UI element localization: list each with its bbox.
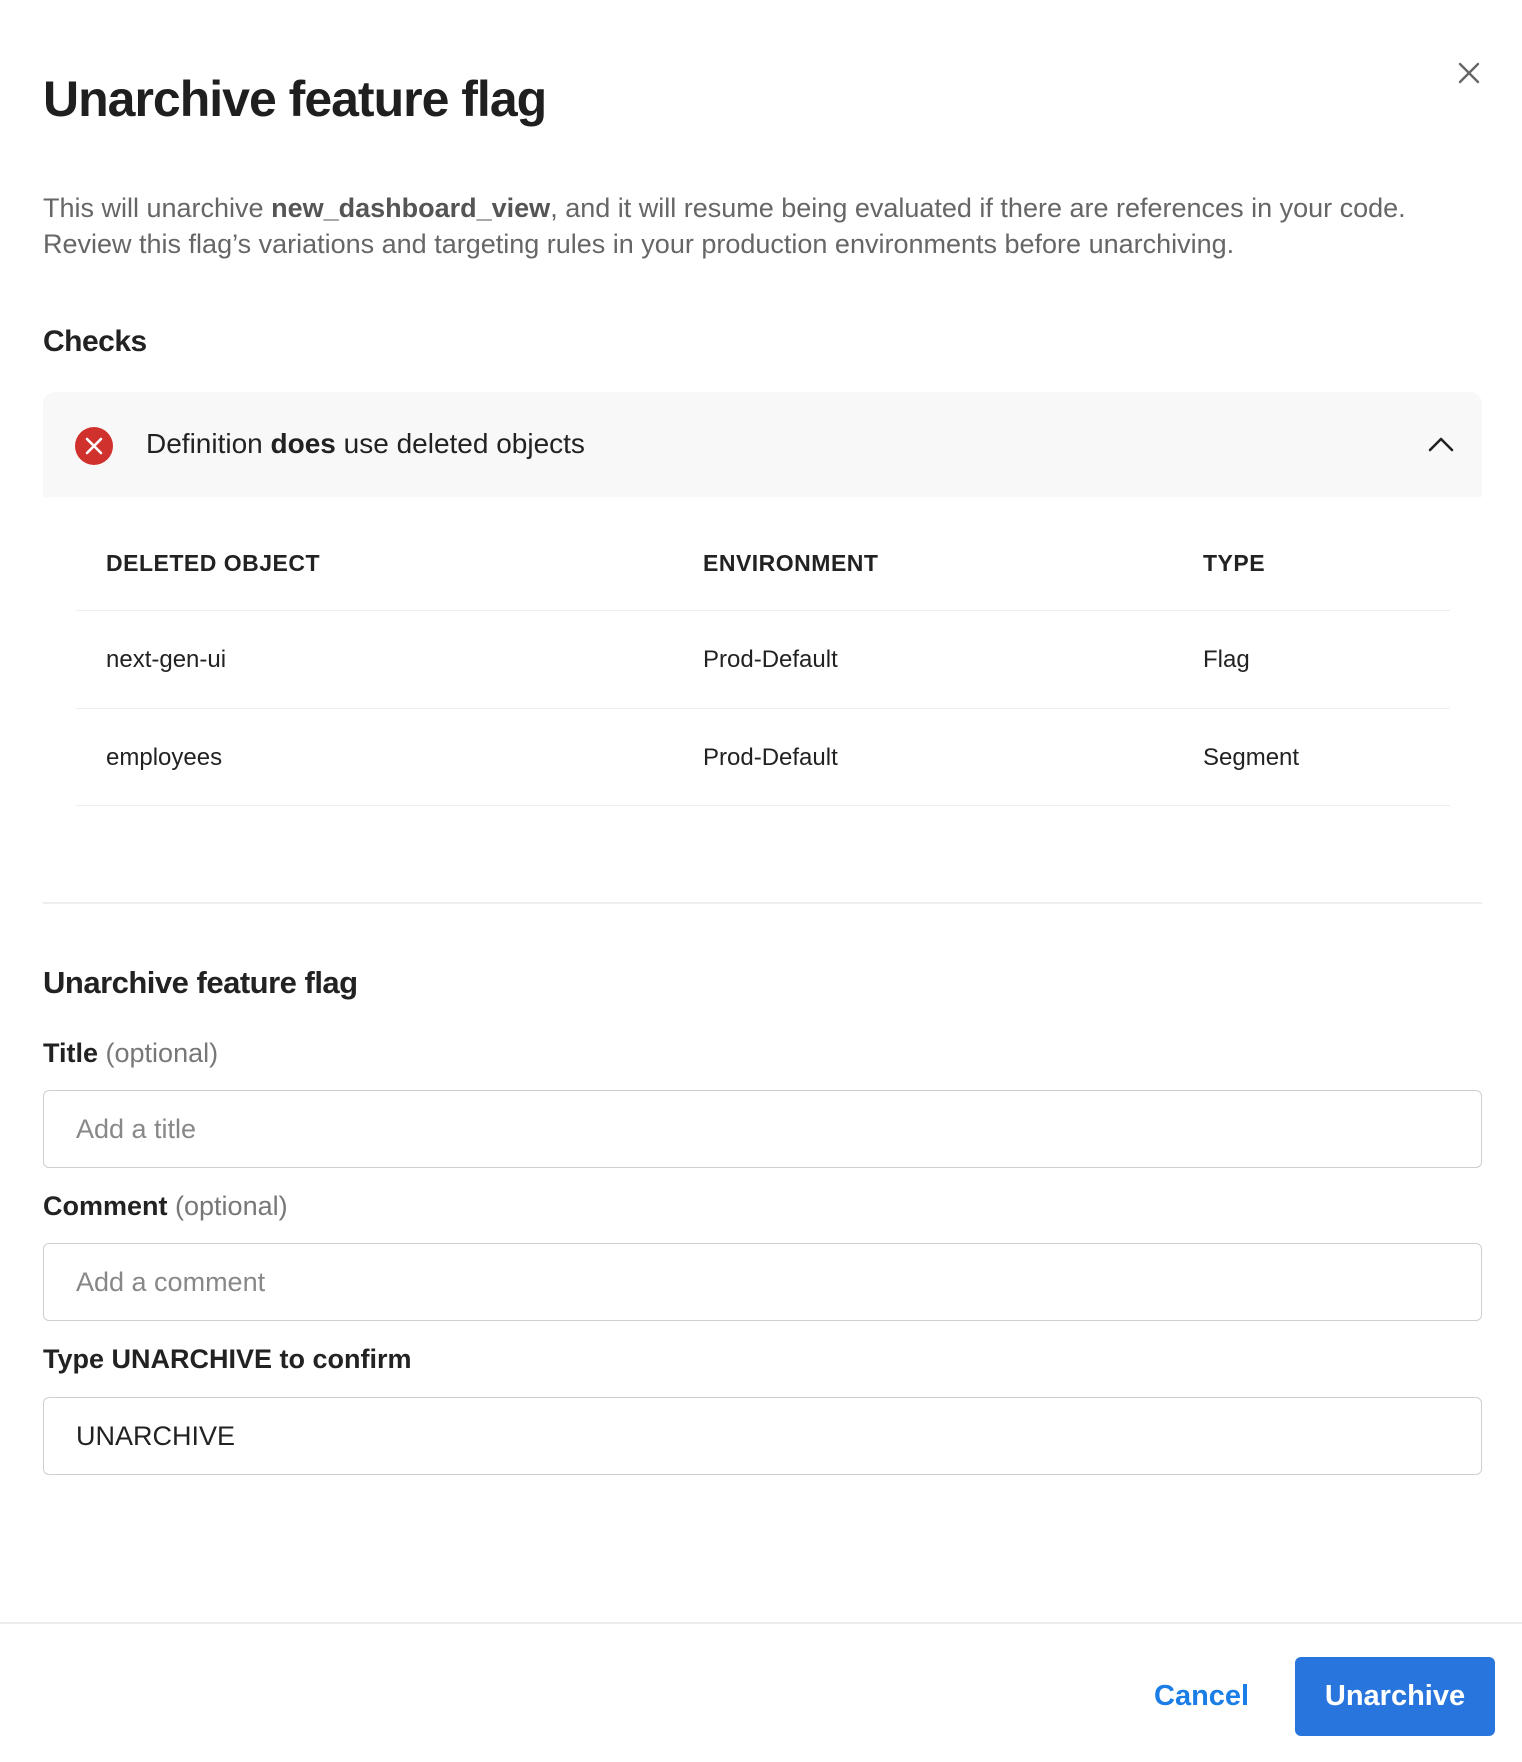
cell-type: Flag [1203, 646, 1250, 673]
title-optional: (optional) [105, 1038, 219, 1068]
dialog-description [43, 190, 1483, 262]
confirm-input[interactable] [43, 1397, 1482, 1475]
comment-optional: (optional) [175, 1191, 288, 1221]
comment-label [43, 1191, 288, 1222]
cell-deleted-object: employees [106, 744, 223, 771]
column-header-environment: ENVIRONMENT [703, 550, 879, 576]
confirm-label: Type UNARCHIVE to confirm [43, 1344, 412, 1374]
cell-deleted-object: next-gen-ui [106, 646, 227, 673]
cell-environment: Prod-Default [703, 646, 838, 673]
checks-heading: Checks [43, 325, 147, 358]
cancel-button[interactable]: Cancel [1140, 1665, 1263, 1727]
comment-label-text: Comment [43, 1191, 168, 1221]
close-icon[interactable] [1454, 58, 1484, 88]
row-divider [76, 610, 1450, 611]
dialog-title: Unarchive feature flag [43, 71, 547, 127]
flag-key: new_dashboard_view [271, 193, 551, 223]
cell-environment: Prod-Default [703, 744, 838, 771]
column-header-type: TYPE [1203, 550, 1266, 576]
title-input[interactable] [43, 1090, 1482, 1168]
title-label-text: Title [43, 1038, 99, 1068]
check-text-bold: does [270, 428, 336, 459]
check-text-pre: Definition [146, 428, 271, 459]
description-suffix: , and it will resume being evaluated if there are references in your code. Review this flag’s variations and targeting rules in your production environments before unarchiving. [43, 193, 1406, 259]
column-header-deleted-object: DELETED OBJECT [106, 550, 321, 576]
check-text-post: use deleted objects [335, 428, 585, 459]
footer-divider [0, 1622, 1522, 1624]
form-heading: Unarchive feature flag [43, 965, 358, 1000]
chevron-up-icon[interactable] [1426, 432, 1456, 456]
row-divider [76, 708, 1450, 709]
cell-type: Segment [1203, 744, 1300, 771]
description-prefix: This will unarchive [43, 193, 272, 223]
unarchive-button[interactable]: Unarchive [1295, 1657, 1495, 1736]
title-label [43, 1038, 218, 1069]
row-divider [76, 805, 1450, 806]
error-circle-icon [74, 426, 114, 466]
check-item-text [146, 428, 585, 460]
comment-input[interactable] [43, 1243, 1482, 1321]
section-divider [43, 902, 1482, 904]
